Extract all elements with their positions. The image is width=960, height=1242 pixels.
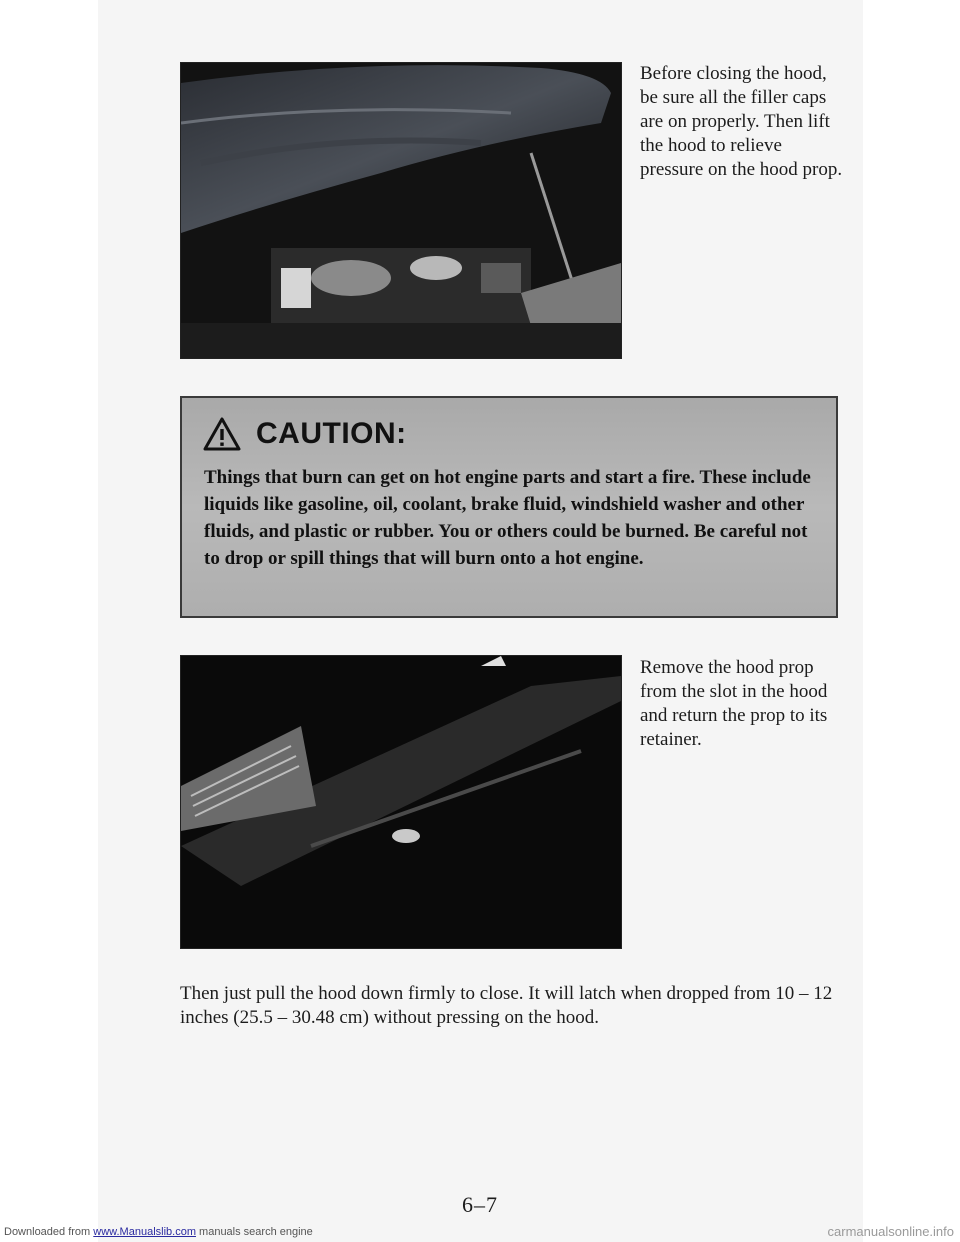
- site-watermark: carmanualsonline.info: [827, 1224, 954, 1239]
- watermark-suffix: manuals search engine: [195, 1226, 313, 1238]
- page-number: 6–7: [462, 1192, 498, 1217]
- watermark-prefix: Downloaded from: [4, 1226, 94, 1238]
- engine-bay-photo: [180, 62, 622, 359]
- download-watermark: [4, 1226, 313, 1238]
- closing-hood-paragraph: Before closing the hood, be sure all the filler caps are on properly. Then lift the hood to relieve pressure on the hood prop.: [640, 63, 843, 180]
- caution-box: [180, 396, 838, 618]
- manualslib-link[interactable]: www.Manualslib.com: [93, 1226, 196, 1238]
- caution-title: CAUTION:: [256, 417, 407, 450]
- hood-prop-photo: [180, 655, 622, 949]
- caution-header: [202, 416, 407, 452]
- warning-triangle-icon: [202, 416, 242, 452]
- remove-prop-paragraph: Remove the hood prop from the slot in the hood and return the prop to its retainer.: [640, 657, 828, 750]
- caution-text: Things that burn can get on hot engine parts and start a fire. These include liquids like gasoline, oil, coolant, brake fluid, windshield washer and other fluids, and plastic or rubber. You or others could be burned. Be careful not to drop or spill things that will burn onto a hot engine.: [204, 467, 811, 569]
- pull-hood-paragraph: Then just pull the hood down firmly to close. It will latch when dropped from 10 – 12 inches (25.5 – 30.48 cm) without pressing on the hood.: [180, 983, 833, 1028]
